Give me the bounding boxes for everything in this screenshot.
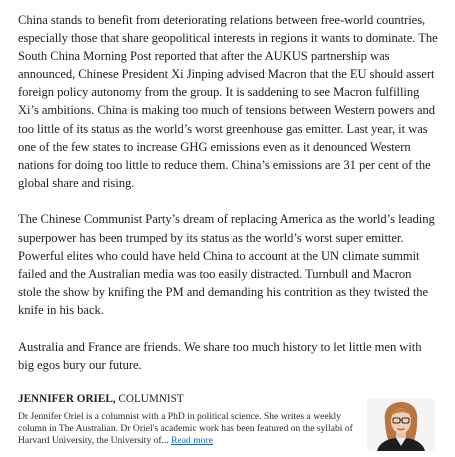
- author-bio: [18, 411, 353, 448]
- article-paragraph: Australia and France are friends. We share too much history to let little men with big egos bury our future.: [18, 339, 422, 372]
- author-role: COLUMNIST: [115, 393, 184, 405]
- author-bio-text: Dr Jennifer Oriel is a columnist with a PhD in political science. She writes a weekly column in The Australian. Dr Oriel's academic work has been featured on the syllabi of Harvard University, the University of...: [18, 411, 353, 447]
- article-paragraph: China stands to benefit from deteriorating relations between free-world countries, especially those that share geopolitical interests in regions it wants to dominate. The South China Morning Post reported that after the AUKUS partnership was announced, Chinese President Xi Jinping advised Macron that the EU should assert foreign policy autonomy from the group. It is saddening to see Macron fulfilling Xi’s ambitions. China is making too much of tensions between Western powers and too little of its status as the world’s worst greenhouse gas emitter. Last year, it was one of the few states to increase GHG emissions even as it denounced Western nations for doing too little to reduce them. China’s emissions are 31 per cent of the global share and rising.: [18, 13, 438, 190]
- author-box: [18, 392, 438, 454]
- author-portrait-icon: [367, 399, 435, 451]
- read-more-link[interactable]: Read more: [171, 435, 213, 447]
- article-paragraph: The Chinese Communist Party’s dream of replacing America as the world’s leading superpower has been trumped by its status as the world’s worst super emitter. Powerful elites who could have held China to account at the UN climate summit failed and the Australian media was too easily distracted. Turnbull and Macron stole the show by knifing the PM and demanding his contrition as they twisted the knife in his back.: [18, 212, 435, 317]
- author-name[interactable]: JENNIFER ORIEL,: [18, 393, 116, 405]
- author-avatar[interactable]: [367, 399, 435, 451]
- article-body: [18, 11, 438, 392]
